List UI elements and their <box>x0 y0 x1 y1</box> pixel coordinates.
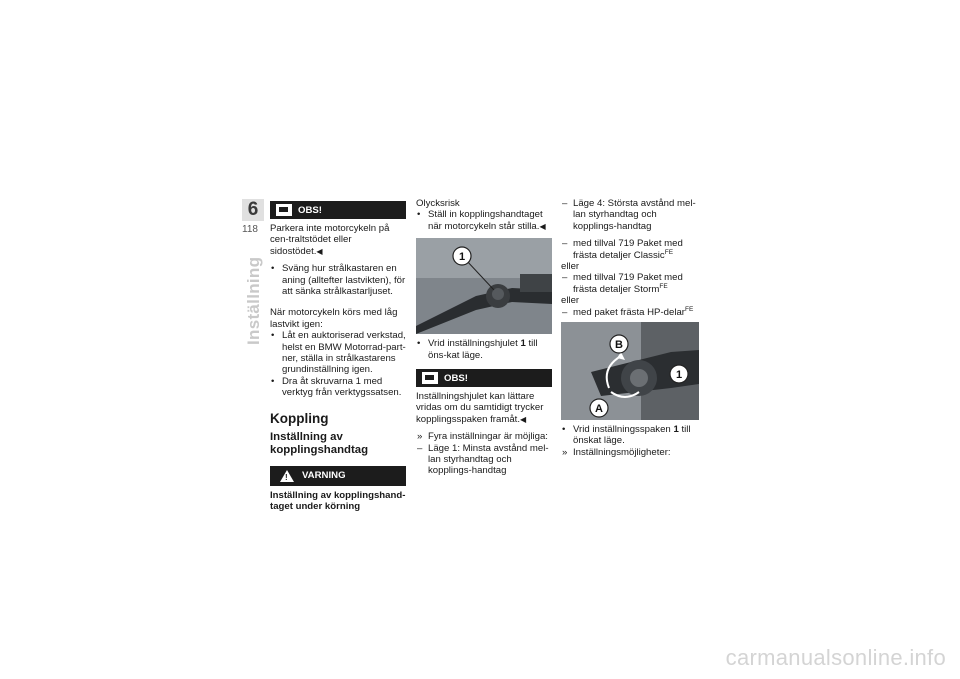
or-text: eller <box>561 295 580 307</box>
warning-label: VARNING <box>302 470 346 482</box>
warning-icon: ! <box>280 470 294 482</box>
adjuster-lever-illustration <box>561 322 699 420</box>
note-label: OBS! <box>298 204 322 216</box>
risk-text: Olycksrisk <box>416 198 460 209</box>
lever-photo <box>561 322 699 420</box>
list-item: – Läge 1: Minsta avstånd mel-lan styrhandtag och kopplings-handtag <box>416 443 552 477</box>
list-item: • Vrid inställningshjulet 1 till öns-kat läge. <box>416 338 552 361</box>
callout-b-label: B <box>615 339 623 352</box>
list-item: • Sväng hur strålkastaren en aning (alltefter lastvikten), för att sänka strålkastarljuset. <box>270 263 406 297</box>
note-label: OBS! <box>444 372 468 384</box>
or-text: eller <box>561 261 580 273</box>
list-item: – Läge 4: Största avstånd mel-lan styrhandtag och kopplings-handtag <box>561 198 699 232</box>
list-item: • Dra åt skruvarna 1 med verktyg från verktygssatsen. <box>270 376 406 399</box>
option-item: – med tillval 719 Paket med frästa detaljer Storm$^{FE}$ <box>561 272 699 295</box>
list-item: • Vrid inställningsspaken 1 till önskat läge. <box>561 424 699 447</box>
chapter-number: 6 <box>242 199 264 221</box>
list-item: » Inställningsmöjligheter: <box>561 447 699 458</box>
callout-label: 1 <box>458 251 466 264</box>
note-bar <box>270 201 406 219</box>
note-icon <box>276 204 292 216</box>
watermark: carmanualsonline.info <box>725 645 946 670</box>
paragraph: När motorcykeln körs med låg lastvikt igen: <box>270 307 398 330</box>
callout-a-label: A <box>595 403 603 416</box>
column-2 <box>416 198 552 477</box>
option-item: – med tillval 719 Paket med frästa detaljer Classic$^{FE}$ <box>561 238 699 261</box>
page-number: 118 <box>242 224 258 235</box>
warning-title: Inställning av kopplingshand-taget under körning <box>270 489 406 513</box>
section-heading: Koppling <box>270 410 329 426</box>
note-bar <box>416 369 552 387</box>
end-arrow-icon: ◀ <box>520 414 527 424</box>
column-3 <box>561 198 699 458</box>
callout-1-label: 1 <box>675 369 683 382</box>
note-icon <box>422 372 438 384</box>
note-text: Parkera inte motorcykeln på cen-traltstödet eller sidostödet.◀ <box>270 223 390 257</box>
end-arrow-icon: ◀ <box>316 246 323 256</box>
list-item: » Fyra inställningar är möjliga: <box>416 431 552 442</box>
note-text: Inställningshjulet kan lättare vridas om du samtidigt trycker kopplingsspaken framåt.◀ <box>416 391 544 425</box>
list-item: • Ställ in kopplingshandtaget när motorcykeln står stilla.◀ <box>416 209 552 232</box>
column-1 <box>270 201 406 513</box>
warning-bar <box>270 466 406 486</box>
option-item: – med paket frästa HP-delar$^{FE}$ <box>561 307 699 318</box>
subsection-heading: Inställning av kopplingshandtag <box>270 430 369 456</box>
list-item: • Låt en auktoriserad verkstad, helst en BMW Motorrad-part-ner, ställa in strålkastarens grundinställning igen. <box>270 330 406 376</box>
clutch-lever-illustration <box>416 238 552 334</box>
clutch-photo <box>416 238 552 334</box>
end-arrow-icon: ◀ <box>539 221 546 231</box>
chapter-title: Inställning <box>244 256 263 345</box>
